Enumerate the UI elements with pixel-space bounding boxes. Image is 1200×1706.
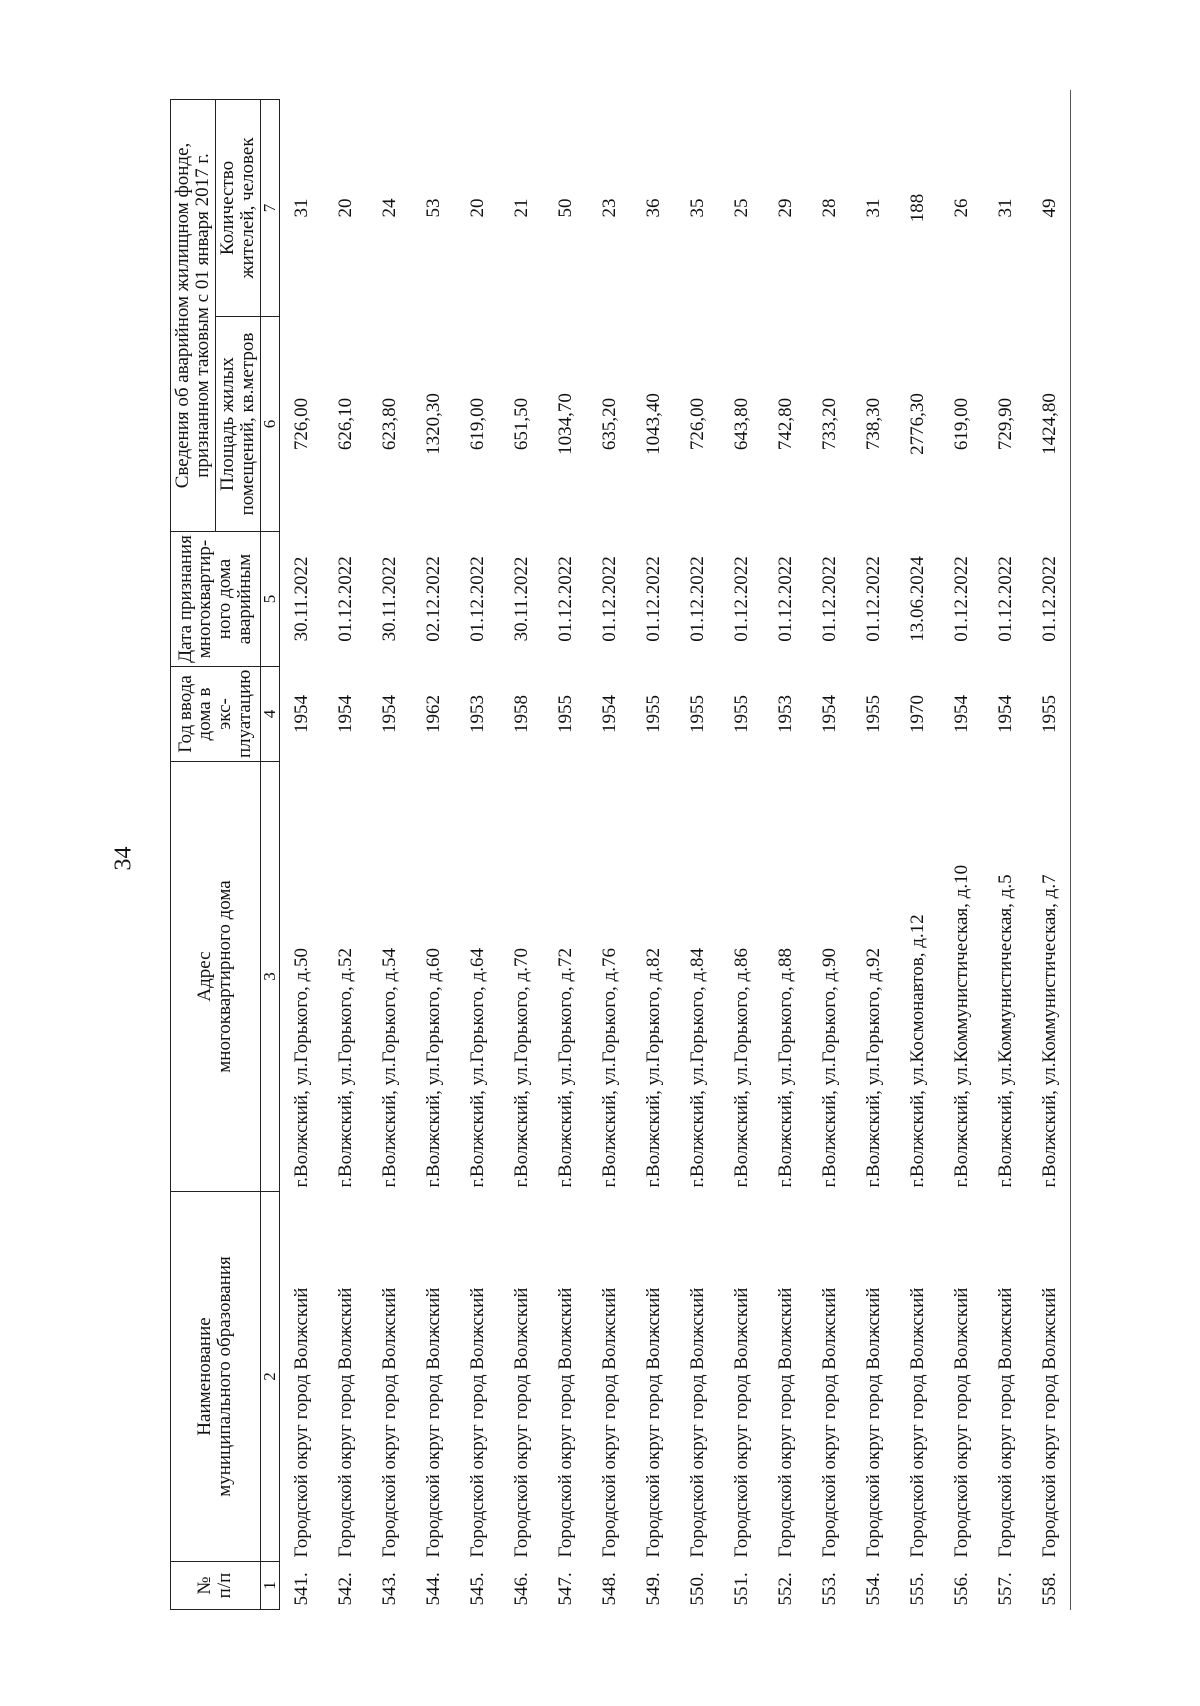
cell-num: 555. xyxy=(906,1572,928,1606)
cell-num: 552. xyxy=(774,1572,796,1606)
cell-num: 544. xyxy=(422,1572,444,1606)
cell-addr: г.Волжский, ул.Горького, д.50 xyxy=(290,948,312,1188)
cell-residents: 20 xyxy=(466,198,488,218)
cell-mun: Городской округ город Волжский xyxy=(818,1287,840,1558)
cell-area: 742,80 xyxy=(774,397,796,451)
cell-area: 1320,30 xyxy=(422,393,444,455)
cell-residents: 26 xyxy=(950,198,972,218)
table-row xyxy=(456,99,500,1609)
cell-mun: Городской округ город Волжский xyxy=(862,1287,884,1558)
table-row xyxy=(1028,99,1072,1609)
column-number: 2 xyxy=(260,1192,279,1562)
cell-addr: г.Волжский, ул.Горького, д.86 xyxy=(730,948,752,1188)
cell-addr: г.Волжский, ул.Космонавтов, д.12 xyxy=(906,914,928,1188)
cell-num: 557. xyxy=(994,1572,1016,1606)
table-row xyxy=(324,99,368,1609)
cell-mun: Городской округ город Волжский xyxy=(730,1287,752,1558)
cell-addr: г.Волжский, ул.Горького, д.72 xyxy=(554,948,576,1188)
cell-num: 543. xyxy=(378,1572,400,1606)
cell-residents: 31 xyxy=(994,198,1016,218)
cell-num: 545. xyxy=(466,1572,488,1606)
table-row xyxy=(500,99,544,1609)
cell-area: 635,20 xyxy=(598,397,620,451)
cell-residents: 31 xyxy=(862,198,884,218)
cell-mun: Городской округ город Волжский xyxy=(510,1287,532,1558)
cell-addr: г.Волжский, ул.Горького, д.92 xyxy=(862,948,884,1188)
header-info-group: Сведения об аварийном жилищном фонде, признанном таковым с 01 января 2017 г. xyxy=(171,99,216,531)
cell-year: 1955 xyxy=(1038,695,1060,733)
column-number: 4 xyxy=(260,667,279,762)
cell-mun: Городской округ город Волжский xyxy=(994,1287,1016,1558)
cell-date: 01.12.2022 xyxy=(862,556,884,642)
cell-addr: г.Волжский, ул.Горького, д.60 xyxy=(422,948,444,1188)
cell-residents: 21 xyxy=(510,198,532,218)
cell-addr: г.Волжский, ул.Горького, д.84 xyxy=(686,948,708,1188)
cell-addr: г.Волжский, ул.Горького, д.70 xyxy=(510,948,532,1188)
cell-area: 738,30 xyxy=(862,397,884,451)
cell-year: 1954 xyxy=(598,695,620,733)
table-row xyxy=(412,99,456,1609)
column-number: 5 xyxy=(260,532,279,667)
emergency-housing-table xyxy=(170,99,1072,1610)
cell-area: 1034,70 xyxy=(554,393,576,455)
table-row xyxy=(852,99,896,1609)
cell-date: 30.11.2022 xyxy=(378,556,400,642)
column-number: 1 xyxy=(260,1562,279,1610)
cell-residents: 53 xyxy=(422,198,444,218)
cell-area: 1043,40 xyxy=(642,393,664,455)
cell-date: 30.11.2022 xyxy=(510,556,532,642)
cell-num: 550. xyxy=(686,1572,708,1606)
cell-addr: г.Волжский, ул.Горького, д.54 xyxy=(378,948,400,1188)
cell-mun: Городской округ город Волжский xyxy=(906,1287,928,1558)
cell-date: 02.12.2022 xyxy=(422,556,444,642)
cell-num: 558. xyxy=(1038,1572,1060,1606)
cell-date: 01.12.2022 xyxy=(1038,556,1060,642)
cell-year: 1955 xyxy=(642,695,664,733)
cell-area: 619,00 xyxy=(466,397,488,451)
cell-mun: Городской округ город Волжский xyxy=(334,1287,356,1558)
cell-num: 542. xyxy=(334,1572,356,1606)
column-number: 7 xyxy=(260,99,279,316)
cell-residents: 23 xyxy=(598,198,620,218)
cell-residents: 24 xyxy=(378,198,400,218)
cell-year: 1955 xyxy=(686,695,708,733)
cell-residents: 35 xyxy=(686,198,708,218)
cell-date: 01.12.2022 xyxy=(950,556,972,642)
table-row xyxy=(720,99,764,1609)
cell-year: 1962 xyxy=(422,695,444,733)
cell-addr: г.Волжский, ул.Горького, д.82 xyxy=(642,948,664,1188)
cell-date: 30.11.2022 xyxy=(290,556,312,642)
table-row xyxy=(676,99,720,1609)
table-body xyxy=(279,99,1072,1609)
cell-year: 1955 xyxy=(554,695,576,733)
cell-date: 01.12.2022 xyxy=(642,556,664,642)
cell-year: 1954 xyxy=(290,695,312,733)
cell-year: 1955 xyxy=(862,695,884,733)
table-row xyxy=(940,99,984,1609)
header-number: № п/п xyxy=(171,1562,261,1610)
table-row xyxy=(544,99,588,1609)
cell-residents: 36 xyxy=(642,198,664,218)
table-row xyxy=(896,99,940,1609)
cell-mun: Городской округ город Волжский xyxy=(774,1287,796,1558)
header-area: Площадь жилых помещений, кв.метров xyxy=(215,317,260,532)
cell-area: 1424,80 xyxy=(1038,393,1060,455)
cell-addr: г.Волжский, ул.Горького, д.76 xyxy=(598,948,620,1188)
cell-mun: Городской округ город Волжский xyxy=(1038,1287,1060,1558)
cell-mun: Городской округ город Волжский xyxy=(290,1287,312,1558)
cell-date: 01.12.2022 xyxy=(818,556,840,642)
cell-date: 13.06.2024 xyxy=(906,556,928,642)
cell-residents: 31 xyxy=(290,198,312,218)
cell-area: 619,00 xyxy=(950,397,972,451)
cell-num: 541. xyxy=(290,1572,312,1606)
header-address: Адрес многоквартирного дома xyxy=(171,762,261,1192)
header-municipality: Наименование муниципального образования xyxy=(171,1192,261,1562)
table-row xyxy=(632,99,676,1609)
cell-num: 556. xyxy=(950,1572,972,1606)
cell-area: 2776,30 xyxy=(906,393,928,455)
cell-date: 01.12.2022 xyxy=(730,556,752,642)
cell-year: 1954 xyxy=(378,695,400,733)
cell-area: 623,80 xyxy=(378,397,400,451)
table-row xyxy=(588,99,632,1609)
cell-residents: 20 xyxy=(334,198,356,218)
cell-area: 733,20 xyxy=(818,397,840,451)
cell-residents: 29 xyxy=(774,198,796,218)
cell-date: 01.12.2022 xyxy=(466,556,488,642)
cell-area: 626,10 xyxy=(334,397,356,451)
cell-date: 01.12.2022 xyxy=(598,556,620,642)
cell-addr: г.Волжский, ул.Горького, д.52 xyxy=(334,948,356,1188)
cell-num: 549. xyxy=(642,1572,664,1606)
cell-mun: Городской округ город Волжский xyxy=(466,1287,488,1558)
cell-num: 554. xyxy=(862,1572,884,1606)
cell-mun: Городской округ город Волжский xyxy=(642,1287,664,1558)
cell-mun: Городской округ город Волжский xyxy=(378,1287,400,1558)
cell-date: 01.12.2022 xyxy=(686,556,708,642)
cell-year: 1970 xyxy=(906,695,928,733)
cell-residents: 188 xyxy=(906,193,928,223)
cell-date: 01.12.2022 xyxy=(994,556,1016,642)
cell-num: 547. xyxy=(554,1572,576,1606)
cell-residents: 25 xyxy=(730,198,752,218)
table-row xyxy=(808,99,852,1609)
cell-addr: г.Волжский, ул.Горького, д.64 xyxy=(466,948,488,1188)
table-row xyxy=(984,99,1028,1609)
cell-year: 1953 xyxy=(774,695,796,733)
cell-mun: Городской округ город Волжский xyxy=(598,1287,620,1558)
cell-residents: 28 xyxy=(818,198,840,218)
cell-addr: г.Волжский, ул.Коммунистическая, д.7 xyxy=(1038,874,1060,1188)
cell-date: 01.12.2022 xyxy=(774,556,796,642)
cell-area: 651,50 xyxy=(510,397,532,451)
cell-area: 726,00 xyxy=(290,397,312,451)
column-number: 6 xyxy=(260,317,279,532)
cell-addr: г.Волжский, ул.Коммунистическая, д.5 xyxy=(994,874,1016,1188)
table-row xyxy=(279,99,324,1609)
cell-date: 01.12.2022 xyxy=(554,556,576,642)
cell-num: 553. xyxy=(818,1572,840,1606)
cell-mun: Городской округ город Волжский xyxy=(950,1287,972,1558)
cell-year: 1955 xyxy=(730,695,752,733)
cell-mun: Городской округ город Волжский xyxy=(686,1287,708,1558)
cell-num: 546. xyxy=(510,1572,532,1606)
cell-year: 1958 xyxy=(510,695,532,733)
cell-year: 1954 xyxy=(950,695,972,733)
cell-area: 643,80 xyxy=(730,397,752,451)
header-date: Дата признания многоквартир- ного дома аварийным xyxy=(171,532,261,667)
cell-year: 1954 xyxy=(994,695,1016,733)
cell-addr: г.Волжский, ул.Горького, д.90 xyxy=(818,948,840,1188)
cell-num: 551. xyxy=(730,1572,752,1606)
column-number-row xyxy=(260,99,279,1609)
cell-area: 726,00 xyxy=(686,397,708,451)
table-row xyxy=(764,99,808,1609)
cell-residents: 50 xyxy=(554,198,576,218)
column-number: 3 xyxy=(260,762,279,1192)
cell-area: 729,90 xyxy=(994,397,1016,451)
cell-addr: г.Волжский, ул.Коммунистическая, д.10 xyxy=(950,864,972,1188)
cell-addr: г.Волжский, ул.Горького, д.88 xyxy=(774,948,796,1188)
header-year: Год ввода дома в экс- плуатацию xyxy=(171,667,261,762)
page-number: 34 xyxy=(110,846,137,871)
cell-residents: 49 xyxy=(1038,198,1060,218)
cell-mun: Городской округ город Волжский xyxy=(554,1287,576,1558)
cell-num: 548. xyxy=(598,1572,620,1606)
cell-mun: Городской округ город Волжский xyxy=(422,1287,444,1558)
header-residents: Количество жителей, человек xyxy=(215,99,260,316)
table-row xyxy=(368,99,412,1609)
cell-date: 01.12.2022 xyxy=(334,556,356,642)
cell-year: 1954 xyxy=(334,695,356,733)
cell-year: 1953 xyxy=(466,695,488,733)
cell-year: 1954 xyxy=(818,695,840,733)
rotated-table-wrapper xyxy=(170,99,1072,1610)
